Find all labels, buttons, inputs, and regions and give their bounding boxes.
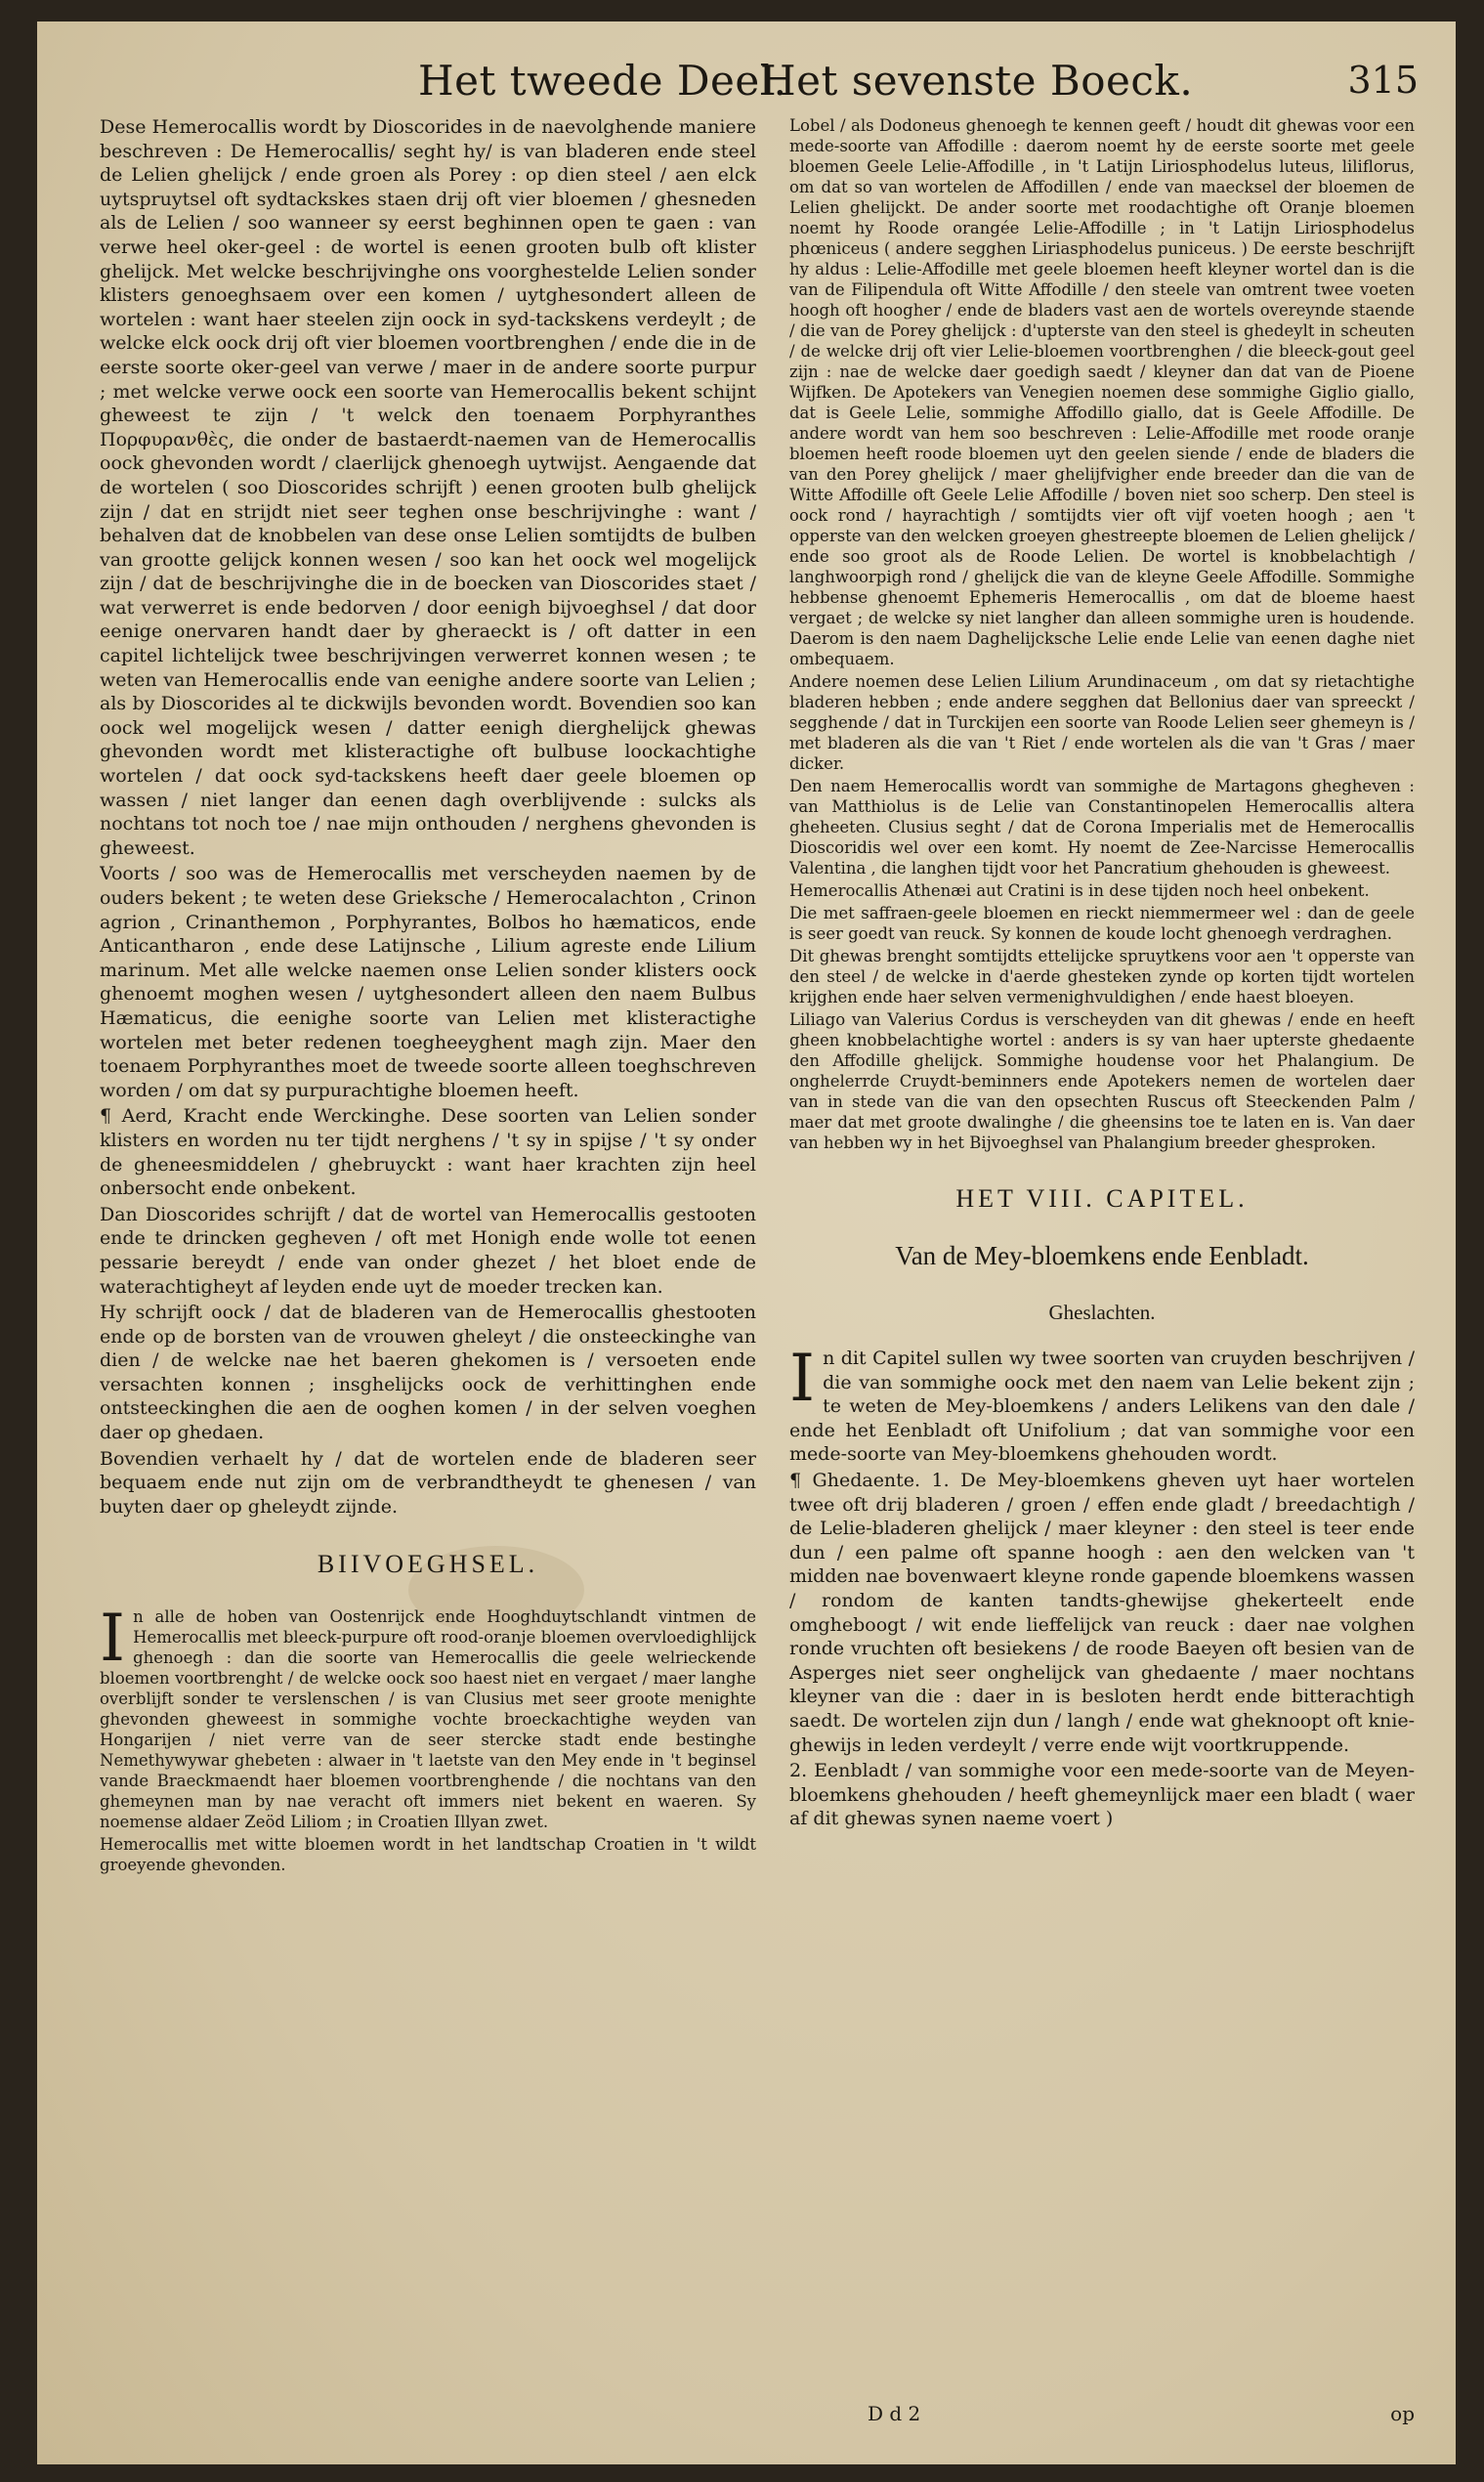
right-paragraph: Liliago van Valerius Cordus is verscheyden van dit ghewas / ende en heeft gheen knobbelachtighe wortel : anders is sy van haer upterste ghedaente den Affodille ghelijck. Sommighe houdense voor het Phalangium. De onghelerrde Cruydt-beminners ende Apotekers nemen de wortelen daer van in stede van die van den opsechten Ruscus oft Steeckenden Palm / maer dat met groote dwalinghe / die gheensins toe te laten en is. Van daer van hebben wy in het Bijvoeghsel van Phalangium breeder ghesproken. <box>789 1010 1415 1152</box>
right-paragraph: Hemerocallis Athenæi aut Cratini is in dese tijden noch heel onbekent. <box>789 881 1370 900</box>
left-paragraph: Dese Hemerocallis wordt by Dioscorides in de naevolghende maniere beschreven : De Hemerocallis/ seght hy/ is van bladeren ende steel de Lelien ghelijck / ende groen als Porey : op dien steel / aen elck uytspruytsel oft sydtackskes staen drij oft vier bloemen / ghesneden als de Lelien / soo wanneer sy eerst beghinnen open te gaen : van verwe heel oker-geel : de wortel is eenen grooten bulb oft klister ghelijck. Met welcke beschrijvinghe ons voorghestelde Lelien sonder klisters genoeghsaem over een komen / uytghesondert alleen de wortelen : want haer steelen zijn oock in syd-tackskens verdeylt ; de welcke elck oock drij oft vier bloemen voortbrenghen / ende die in de eerste soorte oker-geel van verwe / maer in de andere soorte purpur ; met welcke verwe oock een soorte van Hemerocallis bekent schijnt gheweest te zijn / 't welck den toenaem Porphyranthes Πορφυρανθὲς, die onder de bastaerdt-naemen van de Hemerocallis oock ghevonden wordt / claerlijck ghenoegh uytwijst. Aengaende dat de wortelen ( soo Dioscorides schrijft ) eenen grooten bulb ghelijck zijn / dat en strijdt niet seer teghen onse beschrijvinghe : want / behalven dat de knobbelen van dese onse Lelien somtijdts de bulben van grootte gelijck konnen wesen / soo kan het oock wel mogelijck zijn / dat de beschrijvinghe die in de boecken van Dioscorides staet / wat verwerret is ende bedorven / door eenigh bijvoeghsel / dat door eenige onervaren handt daer by gheraeckt is / oft datter in een capitel lichtelijck twee beschrijvingen verwerret konnen wesen ; te weten van Hemerocallis ende van eenighe andere soorte van Lelien ; als by Dioscorides al te dickwijls bevonden wordt. Bovendien soo kan oock wel mogelijck wesen / datter eenigh dierghelijck ghewas ghevonden wordt met klisteractighe oft bulbuse loockachtighe wortelen / dat oock syd-tackskens heeft daer geele bloemen op wassen / niet langer dan eenen dagh overblijvende : sulcks als nochtans tot noch toe / nae mijn onthouden / nerghens ghevonden is gheweest. <box>100 116 756 859</box>
left-paragraph: Voorts / soo was de Hemerocallis met verscheyden naemen by de ouders bekent ; te weten dese Grieksche / Hemerocalachton , Crinon agrion , Crinanthemon , Porphyrantes, Bolbos ho hæmaticos, ende Anticantharon , ende dese Latijnsche , Lilium agreste ende Lilium marinum. Met alle welcke naemen onse Lelien sonder klisters oock ghenoemt moghen wesen / uytghesondert alleen den naem Bulbus Hæmaticus, die eenighe soorte van Lelien met klisteractighe wortelen met beter redenen toegheeyghent magh zijn. Maer den toenaem Porphyranthes moet de tweede soorte alleen toeghschreven worden / om dat sy purpurachtighe bloemen heeft. <box>100 863 756 1101</box>
right-column <box>789 115 1415 2392</box>
chapter-heading: HET VIII. CAPITEL. <box>955 1184 1249 1213</box>
header-right-title: Het sevenste Boeck. <box>760 57 1194 105</box>
book-page <box>37 21 1456 2464</box>
right-paragraph: Lobel / als Dodoneus ghenoegh te kennen geeft / houdt dit ghewas voor een mede-soorte van Affodille : daerom noemt hy de eerste soorte met geele bloemen Geele Lelie-Affodille , in 't Latijn Liriosphodelus luteus, liliflorus, om dat so van wortelen de Affodillen / ende van maecksel der bloemen de Lelien ghelijckt. De ander soorte met roodachtighe oft Oranje bloemen noemt hy Roode orangée Lelie-Affodille ; in 't Latijn Liriosphodelus phœniceus ( andere segghen Liriasphodelus puniceus. ) De eerste beschrijft hy aldus : Lelie-Affodille met geele bloemen heeft kleyner wortel dan is die van de Filipendula oft Witte Affodille / den steele van omtrent twee voeten hoogh oft hoogher / ende de bladers vast aen de wortels overeynde staende / die van de Porey ghelijck : d'upterste van den steel is ghedeylt in scheuten / de welcke drij oft vier Lelie-bloemen voortbrenghen / die bleeck-gout geel zijn : nae de welcke daer goedigh saedt / kleyner dan dat van de Pioene Wijfken. De Apotekers van Venegien noemen dese sommighe Giglio giallo, dat is Geele Lelie, sommighe Affodillo giallo, dat is Geele Affodille. De andere wordt van hem soo beschreven : Lelie-Affodille met roode oranje bloemen heeft roode bloemen uyt den geelen siende / ende de bladers die van den Porey ghelijck / maer ghelijfvigher ende breeder dan die van de Witte Affodille oft Geele Lelie Affodille / boven niet soo scherp. Den steel is oock rond / hayrachtigh / somtijdts vier oft vijf voeten hoogh ; aen 't opperste van den welcken groeyen ghestreepte bloemen de Lelien ghelijck / ende soo groot als de Roode Lelien. De wortel is knobbelachtigh / langhwoorpigh rond / ghelijck die van de kleyne Geele Affodille. Sommighe hebbense ghenoemt Ephemeris Hemerocallis , om dat de bloeme haest vergaet ; de welcke sy niet langher dan alleen sommighe uren is houdende. Daerom is den naem Daghelijcksche Lelie ende Lelie van eenen daghe niet ombequaem. <box>789 116 1415 668</box>
left-paragraph: Hy schrijft oock / dat de bladeren van de Hemerocallis ghestooten ende op de borsten van de vrouwen gheleyt / die onsteeckinghe van dien / de welcke nae het baeren ghekomen is / versoeten ende versachten konnen ; insghelijcks oock de verhittinghen ende ontsteeckinghen die aen de ooghen komen / in der selven voeghen daer op ghedaen. <box>100 1302 756 1444</box>
page-number: 315 <box>1347 59 1419 102</box>
chapter-paragraph: ¶ Ghedaente. 1. De Mey-bloemkens gheven uyt haer wortelen twee oft drij bladeren / groen / effen ende gladt / breedachtigh / de Lelie-bladeren ghelijck / maer kleyner : den steel is teer ende dun / een palme oft spanne hoogh : aen den welcken van 't midden nae bovenwaert kleyne ronde gapende bloemkens wassen / rondom de kanten tandts-ghewijse ghekerteelt ende omgheboogt / wit ende lieffelijck van reuck : daer nae volghen ronde vruchten oft besiekens / de roode Baeyen oft besien van de Asperges niet seer onghelijck van ghedaente / maer nochtans kleyner van die : daer in is besloten herdt ende bitterachtigh saedt. De wortelen zijn dun / langh / ende wat gheknoopt oft knie-ghewijs in leden verdeylt / verre ende wijt voortkruppende. <box>789 1469 1415 1756</box>
geslachten-heading: Gheslachten. <box>1048 1301 1156 1324</box>
catchword: op <box>1390 2402 1415 2425</box>
header-left-title: Het tweede Deel. <box>418 57 787 105</box>
signature-mark: D d 2 <box>868 2402 921 2425</box>
chapter-subtitle: Van de Mey-bloemkens ende Eenbladt. <box>895 1241 1309 1270</box>
bijvoeghsel-paragraph: Hemerocallis met witte bloemen wordt in het landtschap Croatien in 't wildt groeyende ghevonden. <box>100 1835 756 1875</box>
right-paragraph: Andere noemen dese Lelien Lilium Arundinaceum , om dat sy rietachtighe bladeren hebben ; ende andere segghen dat Bellonius daer van spreeckt / segghende / dat in Turckijen een soorte van Roode Lelien seer ghemeyn is / met bladeren als die van 't Riet / ende wortelen als die van 't Gras / maer dicker. <box>789 672 1415 773</box>
left-paragraph: ¶ Aerd, Kracht ende Werckinghe. Dese soorten van Lelien sonder klisters en worden nu ter tijdt nerghens / 't sy in spijse / 't sy onder de gheneesmiddelen / ghebruyckt : want haer krachten zijn heel onbersocht ende onbekent. <box>100 1105 756 1200</box>
right-paragraph: Die met saffraen-geele bloemen en rieckt niemmermeer wel : dan de geele is seer goedt van reuck. Sy konnen de koude locht ghenoegh verdraghen. <box>789 904 1415 943</box>
chapter-paragraph: In dit Capitel sullen wy twee soorten van cruyden beschrijven / die van sommighe oock met den naem van Lelie bekent zijn ; te weten de Mey-bloemkens / anders Lelikens van den dale / ende het Eenbladt oft Unifolium ; dat van sommighe voor een mede-soorte van Mey-bloemkens ghehouden wordt. <box>789 1341 1415 1466</box>
right-paragraph: Den naem Hemerocallis wordt van sommighe de Martagons ghegheven : van Matthiolus is de Lelie van Constantinopelen Hemerocallis altera gheheeten. Clusius seght / dat de Corona Imperialis met de Hemerocallis Dioscoridis wel over een komt. Hy noemt de Zee-Narcisse Hemerocallis Valentina , die langhen tijdt voor het Pancratium ghehouden is gheweest. <box>789 777 1415 877</box>
left-paragraph: Bovendien verhaelt hy / dat de wortelen ende de bladeren seer bequaem ende nut zijn om de verbrandtheydt te ghenesen / van buyten daer op gheleydt zijnde. <box>100 1447 756 1518</box>
right-paragraph: Dit ghewas brenght somtijdts ettelijcke spruytkens voor aen 't opperste van den steel / de welcke in d'aerde ghesteken zynde op korten tijdt wortelen krijghen ende haer selven vermenighvuldighen / ende haest bloeyen. <box>789 947 1415 1006</box>
bijvoeghsel-paragraph: In alle de hoben van Oostenrijck ende Hooghduytschlandt vintmen de Hemerocallis met bleeck-purpure oft rood-oranje bloemen overvloedighlijck ghenoegh : dan die soorte van Hemerocallis die geele welrieckende bloemen voortbrenght / de welcke oock soo haest niet en vergaet / maer langhe overblijft sonder te verslenschen / is van Clusius met seer groote menighte ghevonden gheweest in sommighe vochte broeckachtighe weyden van Hongarijen / niet verre van de seer stercke stadt ende bestinghe Nemethywywar ghebeten : alwaer in 't laetste van den Mey ende in 't beginsel vande Braeckmaendt haer bloemen voortbrenghende / die nochtans van den ghemeynen man by nae veracht oft immers niet bekent en waeren. Sy noemense aldaer Zeöd Liliom ; in Croatien Illyan zwet. <box>100 1601 756 1832</box>
page-footer <box>868 2402 1415 2429</box>
running-header <box>37 43 1456 113</box>
chapter-paragraph: 2. Eenbladt / van sommighe voor een mede-soorte van de Meyen-bloemkens ghehouden / heeft ghemeynlijck maer een bladt ( waer af dit ghewas synen naeme voert ) <box>789 1760 1415 1830</box>
left-column <box>100 115 756 2392</box>
left-paragraph: Dan Dioscorides schrijft / dat de wortel van Hemerocallis gestooten ende te drincken gegheven / oft met Honigh ende wolle tot eenen pessarie bereydt / ende van onder ghezet / het bloet ende de waterachtigheyt af leyden ende uyt de moeder trecken kan. <box>100 1203 756 1298</box>
bijvoeghsel-heading: BIIVOEGHSEL. <box>317 1550 539 1579</box>
